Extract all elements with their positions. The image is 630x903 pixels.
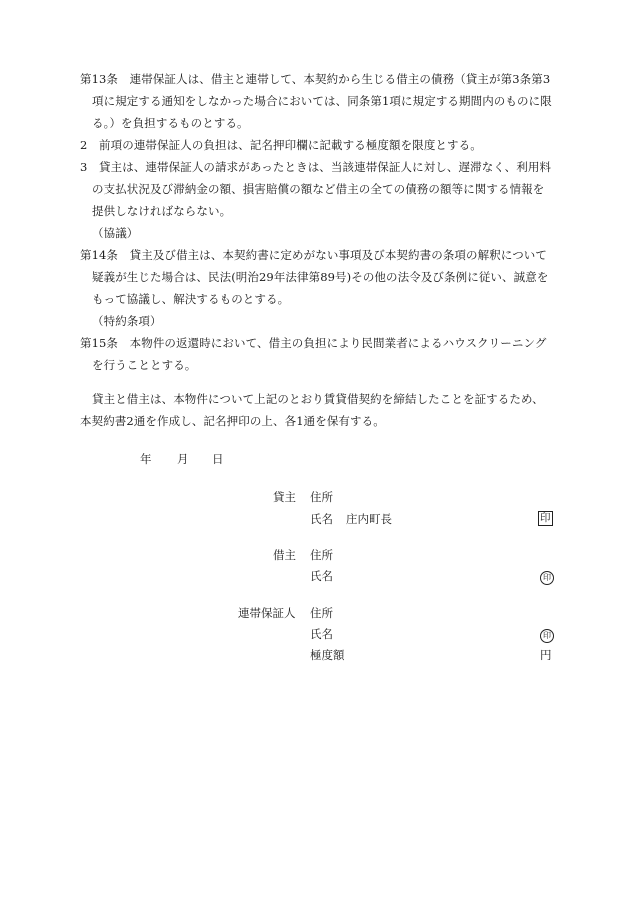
lessor-seal-icon: 印 — [540, 512, 551, 524]
lessor-name-value: 庄内町長 — [346, 512, 392, 526]
borrower-address-label: 住所 — [310, 548, 333, 562]
article13-line-2: 項に規定する通知をしなかった場合においては、同条第1項に規定する期間内のものに限 — [92, 94, 552, 108]
article15-line-1: 第15条 本物件の返還時において、借主の負担により民間業者によるハウスクリーニング — [80, 336, 547, 350]
guarantor-role: 連帯保証人 — [238, 606, 296, 620]
article15-line-2: を行うこととする。 — [92, 358, 197, 372]
guarantor-address-label: 住所 — [310, 606, 333, 620]
borrower-seal-icon — [540, 569, 554, 585]
date-year: 年 — [140, 452, 152, 466]
closing-line-2: 本契約書2通を作成し、記名押印の上、各1通を保有する。 — [80, 414, 385, 428]
date-day: 日 — [212, 452, 224, 466]
guarantor-seal-icon — [540, 627, 554, 643]
article14-line-1: 第14条 貸主及び借主は、本契約書に定めがない事項及び本契約書の条項の解釈について — [80, 248, 547, 262]
guarantor-limit-label: 極度額 — [310, 648, 345, 662]
article13-para-3-line-1: 3 貸主は、連帯保証人の請求があったときは、当該連帯保証人に対し、遅滞なく、利用料 — [80, 160, 552, 174]
article14-line-3: もって協議し、解決するものとする。 — [92, 292, 290, 306]
article15-heading: （特約条項） — [92, 314, 162, 328]
article13-line-3: る。）を負担するものとする。 — [92, 116, 249, 130]
article13-para-3-line-2: の支払状況及び滞納金の額、損害賠償の額など借主の全ての債務の額等に関する情報を — [92, 182, 545, 196]
date-month: 月 — [177, 452, 189, 466]
lessor-role: 貸主 — [273, 490, 296, 504]
closing-line-1: 貸主と借主は、本物件について上記のとおり賃貸借契約を締結したことを証するため、 — [92, 392, 544, 406]
lessor-name-label: 氏名 — [310, 512, 333, 526]
article13-line-1: 第13条 連帯保証人は、借主と連帯して、本契約から生じる借主の債務（貸主が第3条第3 — [80, 72, 551, 86]
guarantor-seal-mark: 印 — [540, 629, 554, 643]
guarantor-limit-unit: 円 — [540, 648, 552, 662]
guarantor-name-label: 氏名 — [310, 627, 333, 641]
borrower-role: 借主 — [273, 548, 296, 562]
article14-line-2: 疑義が生じた場合は、民法(明治29年法律第89号)その他の法令及び条例に従い、誠意を — [92, 270, 549, 284]
article13-para-3-line-3: 提供しなければならない。 — [92, 204, 232, 218]
article13-para-2: 2 前項の連帯保証人の負担は、記名押印欄に記載する極度額を限度とする。 — [80, 138, 482, 152]
borrower-seal-mark: 印 — [540, 571, 554, 585]
borrower-name-label: 氏名 — [310, 569, 333, 583]
article14-heading: （協議） — [92, 226, 139, 240]
lessor-address-label: 住所 — [310, 490, 333, 504]
